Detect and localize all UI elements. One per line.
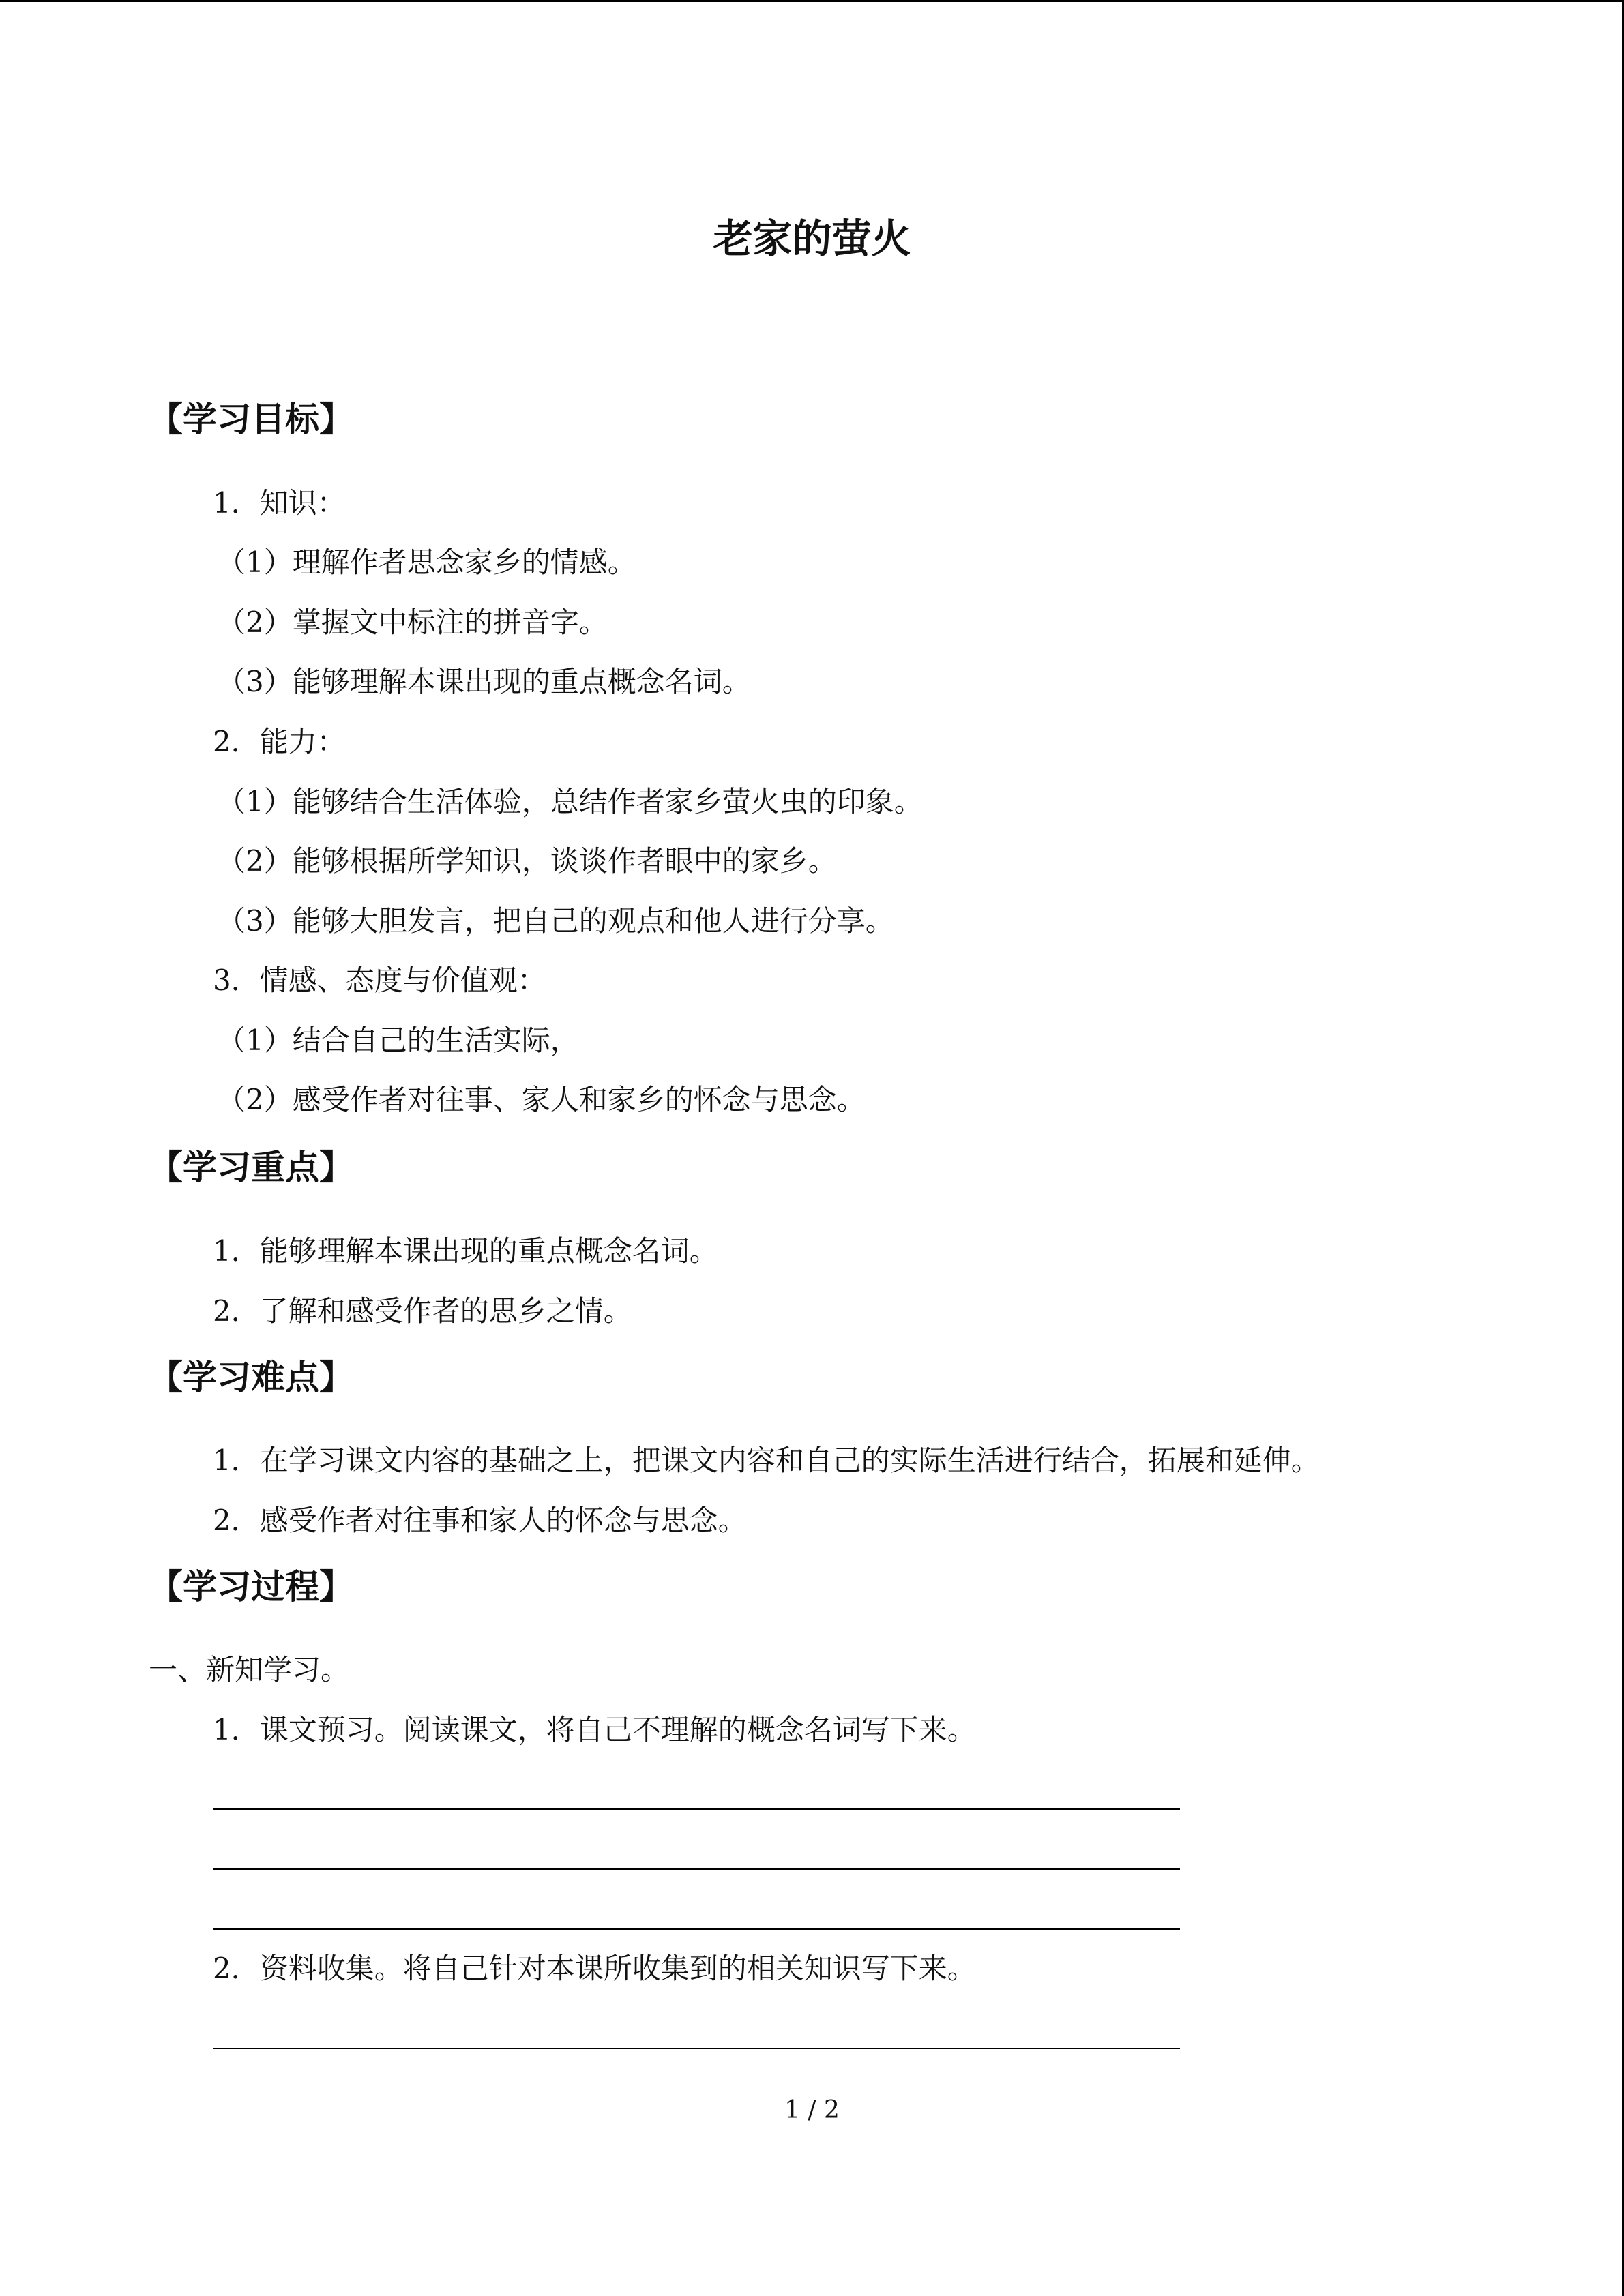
answer-blank-line[interactable] xyxy=(213,1808,1180,1810)
process-line: 2．资料收集。将自己针对本课所收集到的相关知识写下来。 xyxy=(213,1952,976,1985)
difficulties-line: 2．感受作者对往事和家人的怀念与思念。 xyxy=(213,1504,747,1537)
objectives-line: （2）能够根据所学知识，谈谈作者眼中的家乡。 xyxy=(217,844,837,878)
objectives-line: 2．能力： xyxy=(213,725,346,758)
section-heading-difficulties: 【学习难点】 xyxy=(149,1358,353,1397)
process-line: 一、新知学习。 xyxy=(149,1653,350,1686)
key-points-line: 2．了解和感受作者的思乡之情。 xyxy=(213,1294,632,1328)
process-line: 1．课文预习。阅读课文，将自己不理解的概念名词写下来。 xyxy=(213,1713,976,1746)
difficulties-line: 1．在学习课文内容的基础之上，把课文内容和自己的实际生活进行结合，拓展和延伸。 xyxy=(213,1444,1320,1477)
page-border-top xyxy=(0,0,1624,2)
answer-blank-line[interactable] xyxy=(213,2048,1180,2049)
objectives-line: （2）掌握文中标注的拼音字。 xyxy=(217,606,608,639)
section-heading-process: 【学习过程】 xyxy=(149,1567,353,1607)
objectives-line: 3．情感、态度与价值观： xyxy=(213,964,546,997)
objectives-line: （2）感受作者对往事、家人和家乡的怀念与思念。 xyxy=(217,1083,866,1116)
objectives-line: （1）能够结合生活体验，总结作者家乡萤火虫的印象。 xyxy=(217,785,923,818)
objectives-line: （3）能够理解本课出现的重点概念名词。 xyxy=(217,665,751,698)
page-number: 1 / 2 xyxy=(784,2096,840,2124)
objectives-line: 1．知识： xyxy=(213,486,346,520)
objectives-line: （1）理解作者思念家乡的情感。 xyxy=(217,546,636,579)
section-heading-objectives: 【学习目标】 xyxy=(149,400,353,439)
objectives-line: （1）结合自己的生活实际， xyxy=(217,1024,579,1057)
section-heading-key-points: 【学习重点】 xyxy=(149,1148,353,1187)
answer-blank-line[interactable] xyxy=(213,1928,1180,1930)
objectives-line: （3）能够大胆发言，把自己的观点和他人进行分享。 xyxy=(217,904,894,938)
answer-blank-line[interactable] xyxy=(213,1868,1180,1870)
page-title: 老家的萤火 xyxy=(713,215,911,262)
key-points-line: 1．能够理解本课出现的重点概念名词。 xyxy=(213,1234,718,1268)
